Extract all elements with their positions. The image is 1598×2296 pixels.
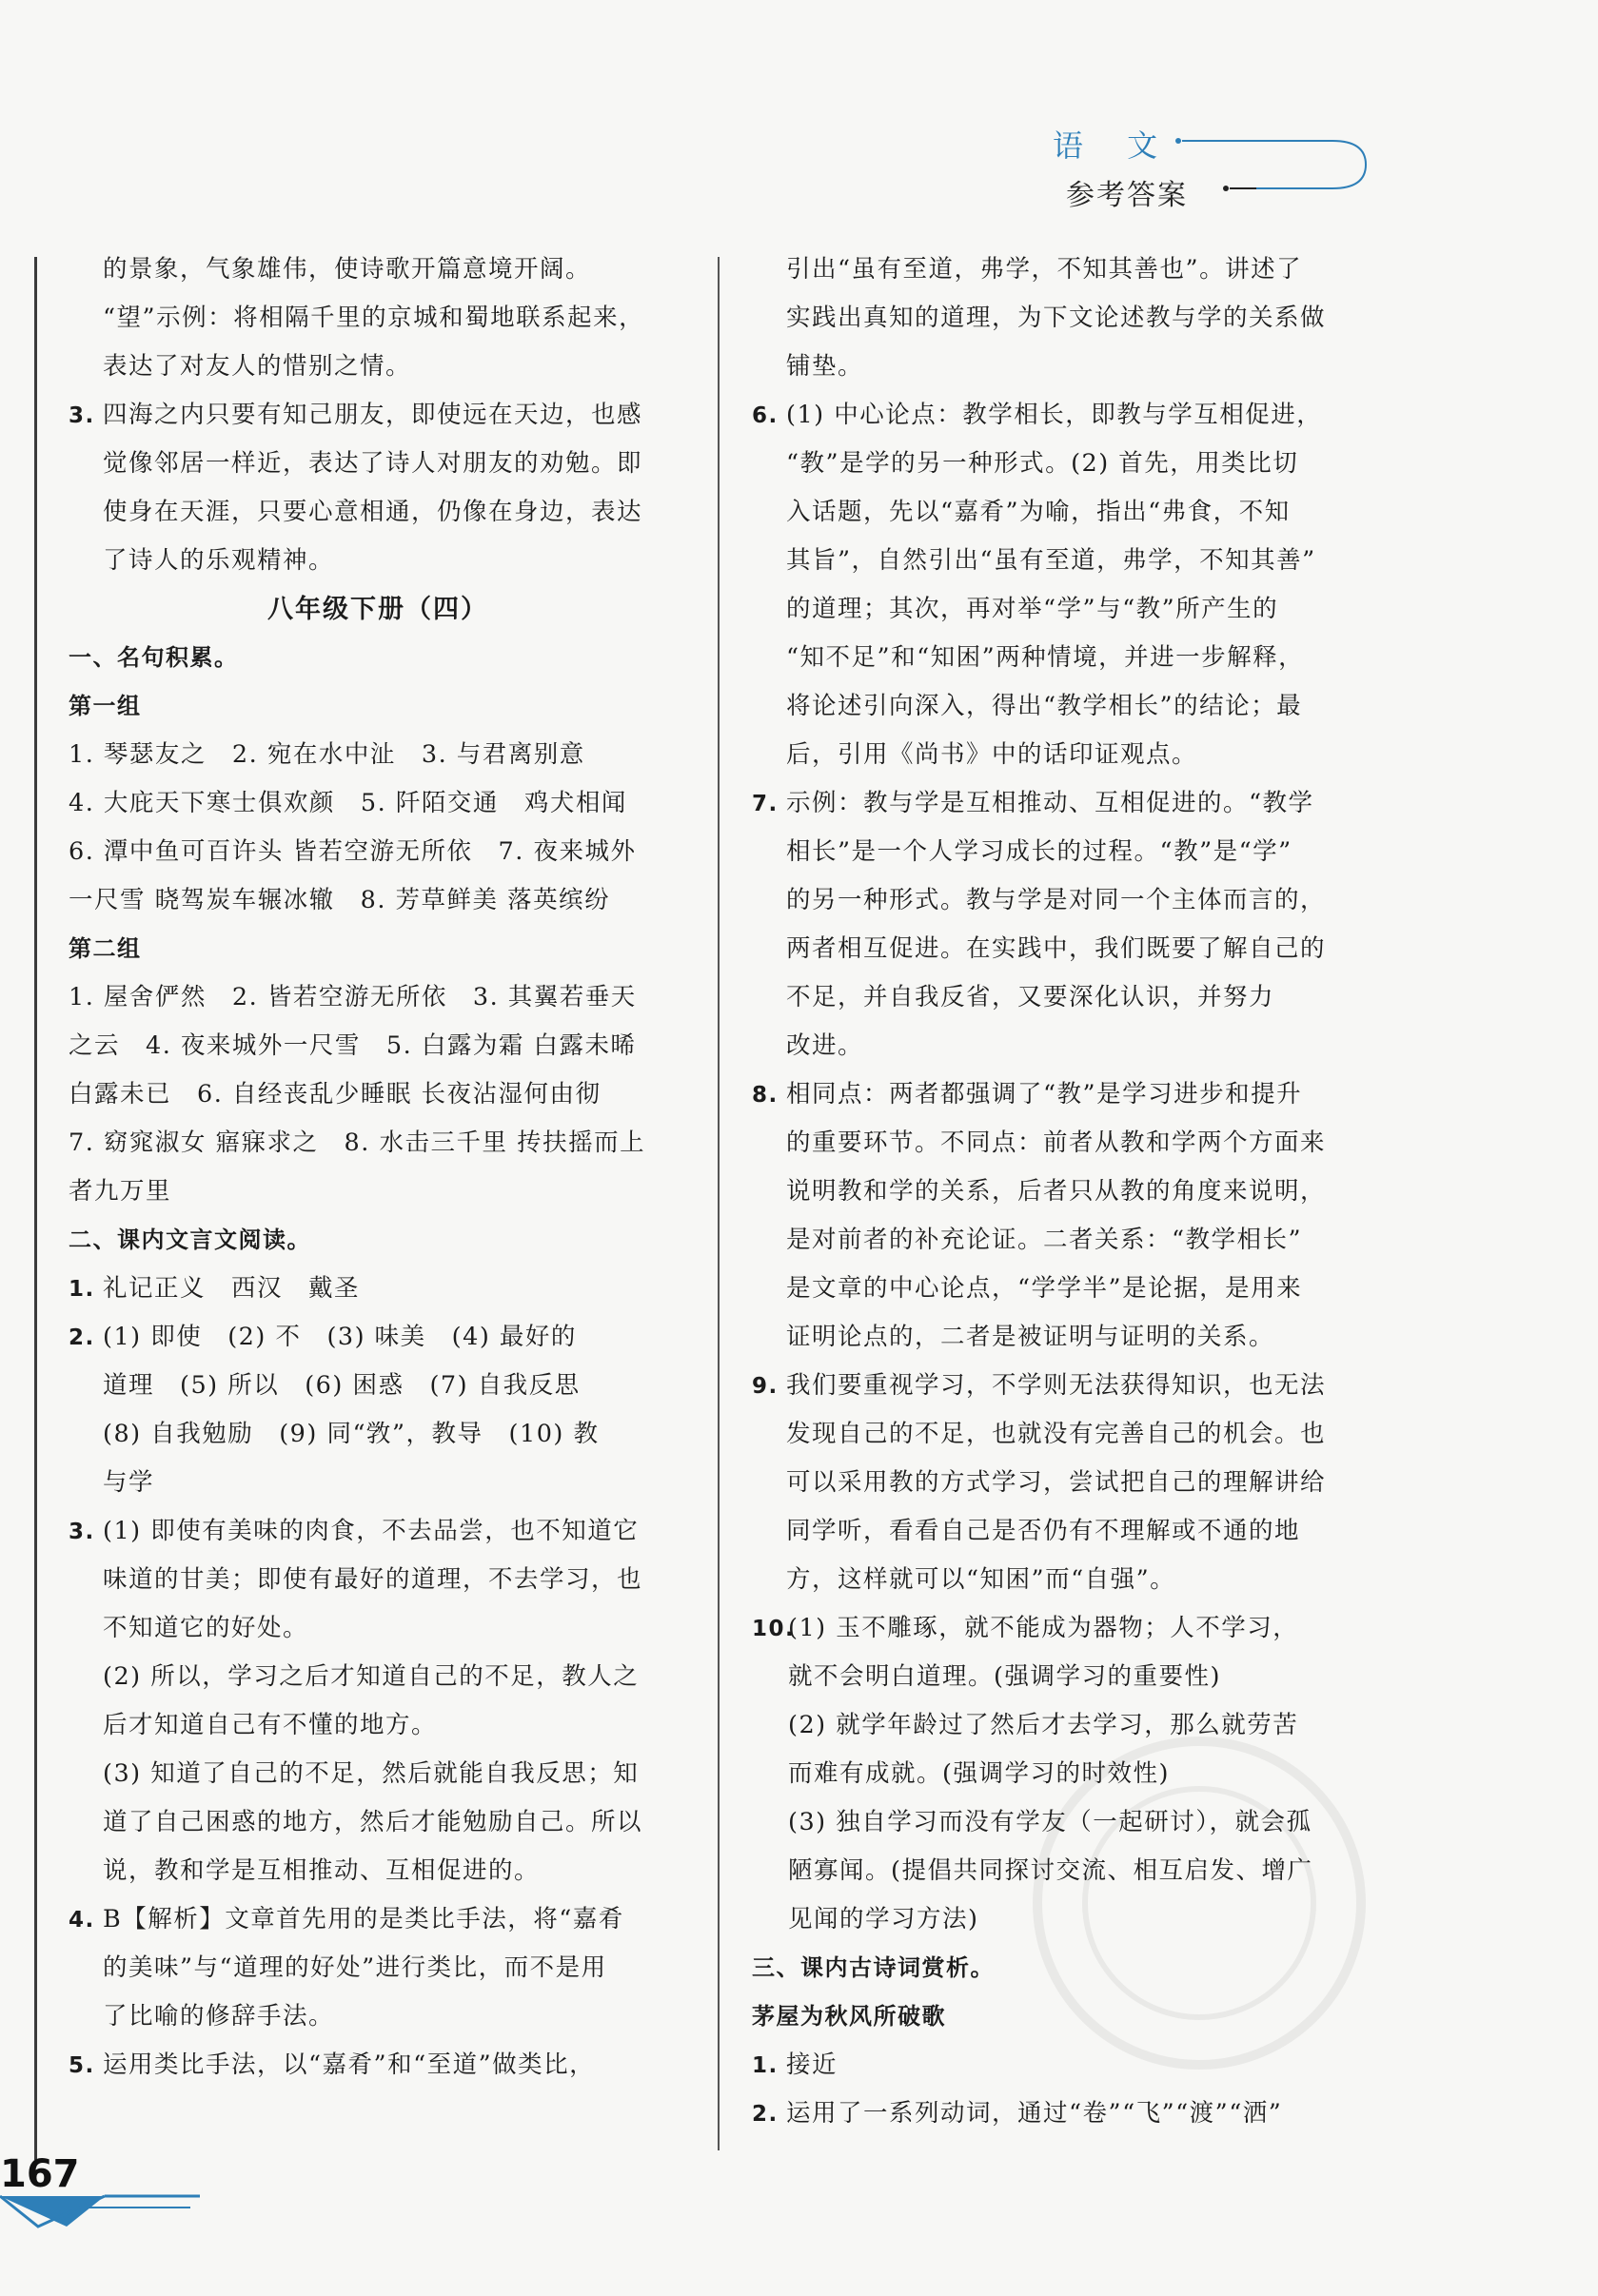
text-line: 发现自己的不足，也就没有完善自己的机会。也: [786, 1420, 1327, 1448]
text-line: 1. 琴瑟友之 2. 宛在水中沚 3. 与君离别意: [69, 740, 585, 769]
text-line: 的景象，气象雄伟，使诗歌开篇意境开阔。: [103, 255, 592, 284]
text-line: 其旨”，自然引出“虽有至道，弗学，不知其善”: [786, 546, 1316, 575]
text-line: 白露未已 6. 自经丧乱少睡眠 长夜沾湿何由彻: [69, 1080, 602, 1109]
text-line: 了比喻的修辞手法。: [103, 2002, 335, 2031]
text-line: 道理 (5) 所以 (6) 困惑 (7) 自我反思: [103, 1371, 581, 1400]
text-line: [69, 2041, 687, 2090]
text-line: 使身在天涯，只要心意相通，仍像在身边，表达: [103, 498, 643, 526]
item-text: (1) 玉不雕琢，就不能成为器物；人不学习，: [788, 1614, 1299, 1642]
text-line: 4. 大庇天下寒士俱欢颜 5. 阡陌交通 鸡犬相闻: [69, 789, 627, 817]
text-line: 见闻的学习方法): [788, 1905, 979, 1933]
text-line: (8) 自我勉励 (9) 同“敩”，教导 (10) 教: [103, 1420, 600, 1448]
item-text: 运用了一系列动词，通过“卷”“飞”“渡”“洒”: [786, 2099, 1283, 2128]
item-text: (1) 中心论点：教学相长，即教与学互相促进，: [786, 401, 1323, 429]
text-line: 两者相互促进。在实践中，我们既要了解自己的: [786, 934, 1327, 963]
item-text: 运用类比手法，以“嘉肴”和“至道”做类比，: [103, 2051, 596, 2079]
text-line: [752, 2090, 1371, 2138]
text-line: [752, 779, 1371, 828]
text-line: [752, 1070, 1371, 1119]
text-line: 后才知道自己有不懂的地方。: [103, 1711, 438, 1739]
text-line: 改进。: [786, 1031, 864, 1060]
item-number: 9.: [752, 1374, 779, 1399]
item-text: 接近: [786, 2051, 838, 2079]
text-line: 说，教和学是互相推动、互相促进的。: [103, 1856, 541, 1885]
text-line: 方，这样就可以“知困”而“自强”。: [786, 1565, 1176, 1594]
watermark-seal-icon: [1028, 1732, 1371, 2074]
page-header: [1037, 112, 1380, 217]
text-line: 是文章的中心论点，“学学半”是论据，是用来: [786, 1274, 1303, 1303]
text-line: [69, 1313, 687, 1362]
item-number: 4.: [69, 1908, 95, 1933]
text-line: [69, 1507, 687, 1556]
text-line: [69, 1895, 687, 1944]
text-line: “望”示例：将相隔千里的京城和蜀地联系起来，: [103, 304, 645, 332]
text-line: 就不会明白道理。(强调学习的重要性): [788, 1662, 1221, 1691]
item-number: 2.: [752, 2102, 779, 2127]
item-number: 6.: [752, 403, 779, 428]
page-number: 167: [0, 2152, 80, 2196]
text-line: “教”是学的另一种形式。(2) 首先，用类比切: [786, 449, 1299, 478]
item-text: 礼记正义 西汉 戴圣: [103, 1274, 361, 1303]
text-line: 与学: [103, 1468, 155, 1497]
text-line: 第一组: [69, 693, 142, 719]
text-line: (3) 知道了自己的不足，然后就能自我反思；知: [103, 1759, 640, 1788]
text-line: 道了自己困惑的地方，然后才能勉励自己。所以: [103, 1808, 643, 1836]
left-column: [69, 245, 687, 2090]
text-line: 三、课内古诗词赏析。: [752, 1954, 995, 1981]
answer-label: 参考答案: [1066, 179, 1188, 212]
text-line: 的重要环节。不同点：前者从教和学两个方面来: [786, 1128, 1327, 1157]
text-line: 1. 屋舍俨然 2. 皆若空游无所依 3. 其翼若垂天: [69, 983, 637, 1011]
text-line: 不知道它的好处。: [103, 1614, 309, 1642]
text-line: [69, 1265, 687, 1313]
page-chevron-icon: [0, 2188, 209, 2246]
text-line: 铺垫。: [786, 352, 864, 381]
text-line: (3) 独自学习而没有学友（一起研讨），就会孤: [788, 1808, 1312, 1836]
text-line: 陋寡闻。(提倡共同探讨交流、相互启发、增广: [788, 1856, 1313, 1885]
item-number: 1.: [69, 1277, 95, 1302]
text-line: 不足，并自我反省，又要深化认识，并努力: [786, 983, 1275, 1011]
text-line: 第二组: [69, 935, 142, 962]
text-line: 觉像邻居一样近，表达了诗人对朋友的劝勉。即: [103, 449, 643, 478]
text-line: [752, 1362, 1371, 1410]
text-line: 说明教和学的关系，后者只从教的角度来说明，: [786, 1177, 1327, 1206]
text-line: 将论述引向深入，得出“教学相长”的结论；最: [786, 692, 1303, 720]
text-line: 可以采用教的方式学习，尝试把自己的理解讲给: [786, 1468, 1327, 1497]
text-line: 入话题，先以“嘉肴”为喻，指出“弗食，不知: [786, 498, 1291, 526]
item-number: 8.: [752, 1083, 779, 1108]
text-line: 一、名句积累。: [69, 644, 239, 671]
text-line: 7. 窈窕淑女 寤寐求之 8. 水击三千里 抟扶摇而上: [69, 1128, 646, 1157]
text-line: 相长”是一个人学习成长的过程。“教”是“学”: [786, 837, 1292, 866]
text-line: 同学听，看看自己是否仍有不理解或不通的地: [786, 1517, 1301, 1545]
item-text: (1) 即使有美味的肉食，不去品尝，也不知道它: [103, 1517, 640, 1545]
text-line: “知不足”和“知困”两种情境，并进一步解释，: [786, 643, 1305, 672]
item-text: B【解析】文章首先用的是类比手法，将“嘉肴: [103, 1905, 624, 1933]
text-line: 之云 4. 夜来城外一尺雪 5. 白露为霜 白露未晞: [69, 1031, 637, 1060]
item-number: 3.: [69, 403, 95, 428]
text-line: 的道理；其次，再对举“学”与“教”所产生的: [786, 595, 1279, 623]
item-text: 我们要重视学习，不学则无法获得知识，也无法: [786, 1371, 1327, 1400]
text-line: 一尺雪 晓驾炭车辗冰辙 8. 芳草鲜美 落英缤纷: [69, 886, 611, 914]
text-line: 实践出真知的道理，为下文论述教与学的关系做: [786, 304, 1327, 332]
text-line: (2) 所以，学习之后才知道自己的不足，教人之: [103, 1662, 640, 1691]
text-line: 了诗人的乐观精神。: [103, 546, 335, 575]
text-line: 者九万里: [69, 1177, 172, 1206]
item-number: 2.: [69, 1325, 95, 1350]
text-line: 后，引用《尚书》中的话印证观点。: [786, 740, 1198, 769]
item-number: 3.: [69, 1520, 95, 1544]
text-line: 6. 潭中鱼可百许头 皆若空游无所依 7. 夜来城外: [69, 837, 637, 866]
text-line: 味道的甘美；即使有最好的道理，不去学习，也: [103, 1565, 643, 1594]
column-divider: [718, 257, 720, 2150]
text-line: 引出“虽有至道，弗学，不知其善也”。讲述了: [786, 255, 1303, 284]
item-number: 10.: [752, 1617, 796, 1641]
text-line: [752, 391, 1371, 440]
text-line: 的另一种形式。教与学是对同一个主体而言的，: [786, 886, 1327, 914]
item-number: 5.: [69, 2053, 95, 2078]
item-text: 示例：教与学是互相推动、互相促进的。“教学: [786, 789, 1314, 817]
text-line: [69, 391, 687, 440]
text-line: 二、课内文言文阅读。: [69, 1226, 311, 1253]
text-line: 八年级下册（四）: [267, 595, 488, 624]
item-number: 1.: [752, 2053, 779, 2078]
text-line: 的美味”与“道理的好处”进行类比，而不是用: [103, 1953, 607, 1982]
item-text: 相同点：两者都强调了“教”是学习进步和提升: [786, 1080, 1303, 1109]
left-margin-rule: [34, 257, 37, 2160]
item-text: 四海之内只要有知己朋友，即使远在天边，也感: [103, 401, 643, 429]
item-text: (1) 即使 (2) 不 (3) 味美 (4) 最好的: [103, 1323, 577, 1351]
item-number: 7.: [752, 792, 779, 816]
text-line: (2) 就学年龄过了然后才去学习，那么就劳苦: [788, 1711, 1299, 1739]
text-line: 而难有成就。(强调学习的时效性): [788, 1759, 1170, 1788]
text-line: 是对前者的补充论证。二者关系：“教学相长”: [786, 1226, 1303, 1254]
text-line: 茅屋为秋风所破歌: [752, 2003, 946, 2030]
text-line: 证明论点的，二者是被证明与证明的关系。: [786, 1323, 1275, 1351]
text-line: [752, 1604, 1371, 1653]
subject-title: 语 文: [1053, 128, 1175, 164]
text-line: 表达了对友人的惜别之情。: [103, 352, 412, 381]
